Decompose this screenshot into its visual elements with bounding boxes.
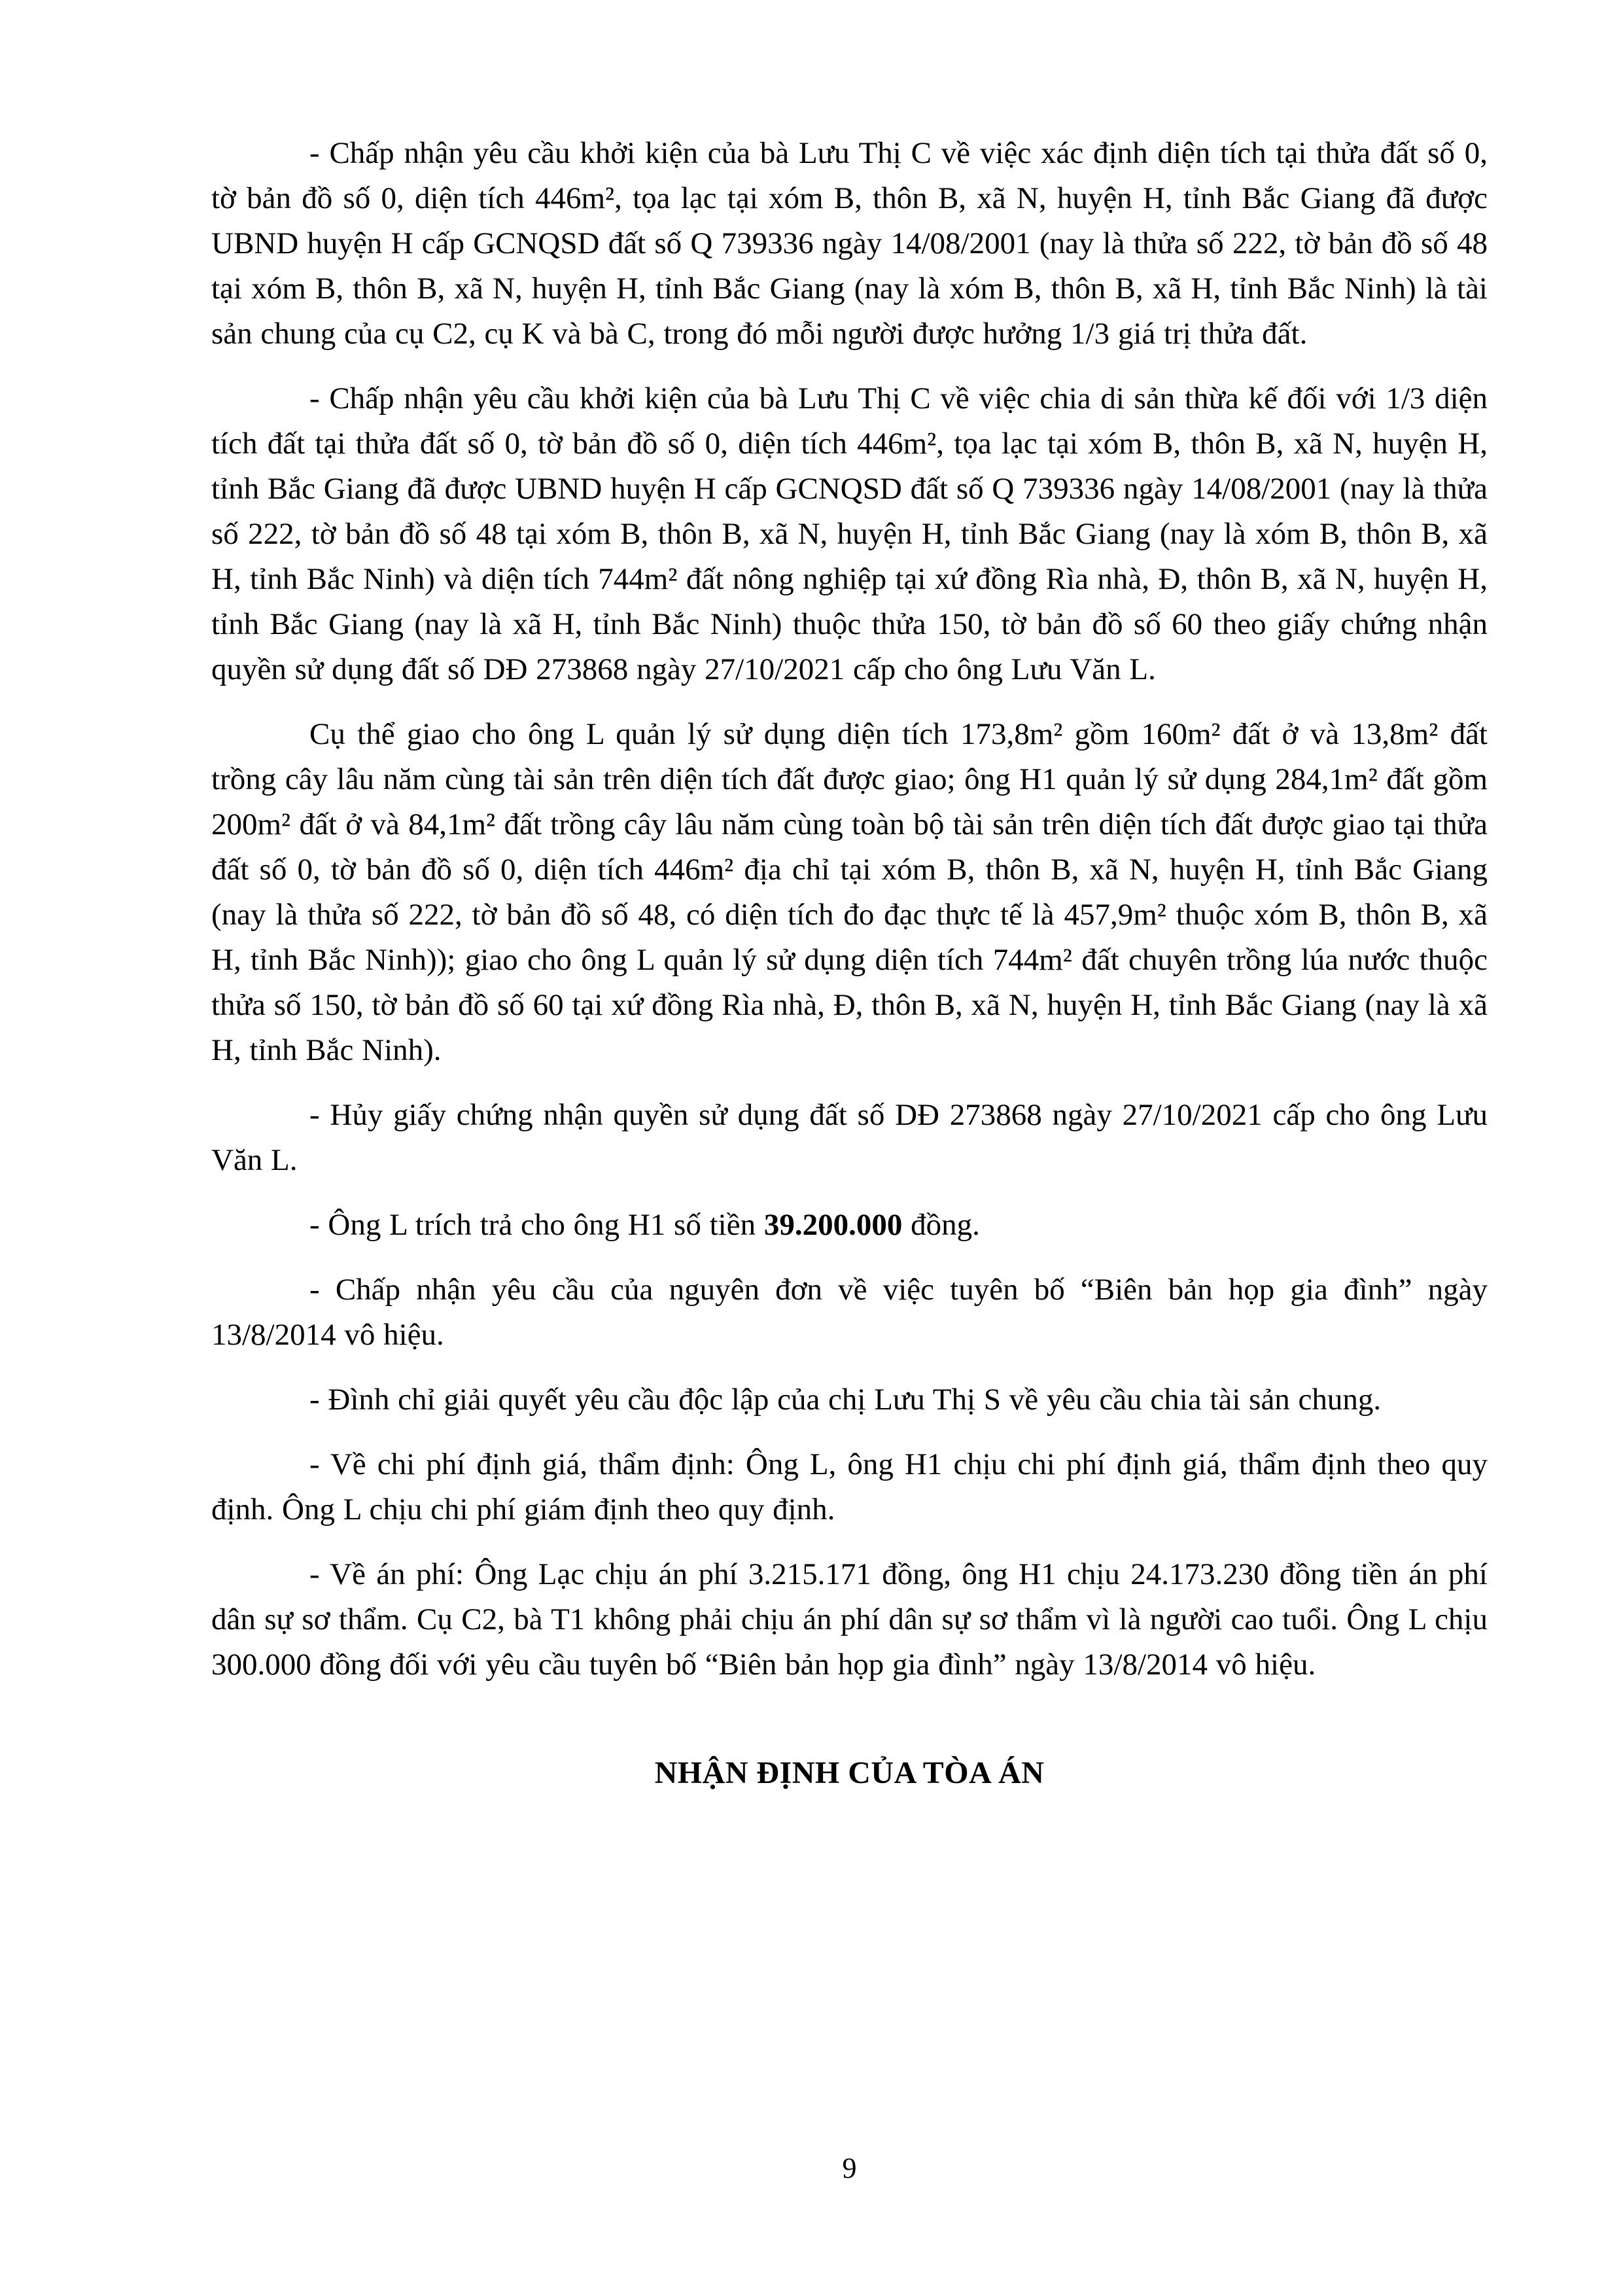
decision-paragraph-court-fees: - Về án phí: Ông Lạc chịu án phí 3.215.171 đồng, ông H1 chịu 24.173.230 đồng tiền án phí dân sự sơ thẩm. Cụ C2, bà T1 không phải chịu án phí dân sự sơ thẩm vì là người cao tuổi. Ông L chịu 300.000 đồng đối với yêu cầu tuyên bố “Biên bản họp gia đình” ngày 13/8/2014 vô hiệu. (211, 1557, 1488, 1682)
decision-paragraph-family-meeting-minutes: - Chấp nhận yêu cầu của nguyên đơn về việc tuyên bố “Biên bản họp gia đình” ngày 13/8/2014 vô hiệu. (211, 1273, 1488, 1352)
decision-paragraph-inheritance-division: - Chấp nhận yêu cầu khởi kiện của bà Lưu Thị C về việc chia di sản thừa kế đối với 1/3 diện tích đất tại thửa đất số 0, tờ bản đồ số 0, diện tích 446m², tọa lạc tại xóm B, thôn B, xã N, huyện H, tỉnh Bắc Giang đã được UBND huyện H cấp GCNQSD đất số Q 739336 ngày 14/08/2001 (nay là thửa số 222, tờ bản đồ số 48 tại xóm B, thôn B, xã N, huyện H, tỉnh Bắc Giang (nay là xóm B, thôn B, xã H, tỉnh Bắc Ninh) và diện tích 744m² đất nông nghiệp tại xứ đồng Rìa nhà, Đ, thôn B, xã N, huyện H, tỉnh Bắc Giang (nay là xã H, tỉnh Bắc Ninh) thuộc thửa 150, tờ bản đồ số 60 theo giấy chứng nhận quyền sử dụng đất số DĐ 273868 ngày 27/10/2021 cấp cho ông Lưu Văn L. (211, 381, 1488, 686)
decision-paragraph-certificate-cancellation: - Hủy giấy chứng nhận quyền sử dụng đất số DĐ 273868 ngày 27/10/2021 cấp cho ông Lưu Văn L. (211, 1098, 1488, 1177)
decision-paragraph-appraisal-costs: - Về chi phí định giá, thẩm định: Ông L, ông H1 chịu chi phí định giá, thẩm định theo quy định. Ông L chịu chi phí giám định theo quy định. (211, 1447, 1488, 1527)
section-heading-court-assessment: NHẬN ĐỊNH CỦA TÒA ÁN (654, 1756, 1045, 1790)
decision-paragraph-payment (211, 1203, 1488, 1248)
decision-paragraph-area-determination: - Chấp nhận yêu cầu khởi kiện của bà Lưu Thị C về việc xác định diện tích tại thửa đất số 0, tờ bản đồ số 0, diện tích 446m², tọa lạc tại xóm B, thôn B, xã N, huyện H, tỉnh Bắc Giang đã được UBND huyện H cấp GCNQSD đất số Q 739336 ngày 14/08/2001 (nay là thửa số 222, tờ bản đồ số 48 tại xóm B, thôn B, xã N, huyện H, tỉnh Bắc Giang (nay là xóm B, thôn B, xã H, tỉnh Bắc Ninh) là tài sản chung của cụ C2, cụ K và bà C, trong đó mỗi người được hưởng 1/3 giá trị thửa đất. (211, 136, 1488, 351)
decision-paragraph-suspension: - Đình chỉ giải quyết yêu cầu độc lập của chị Lưu Thị S về yêu cầu chia tài sản chung. (309, 1383, 1382, 1417)
decision-paragraph-land-allocation: Cụ thể giao cho ông L quản lý sử dụng diện tích 173,8m² gồm 160m² đất ở và 13,8m² đất trồng cây lâu năm cùng tài sản trên diện tích đất được giao; ông H1 quản lý sử dụng 284,1m² đất gồm 200m² đất ở và 84,1m² đất trồng cây lâu năm cùng toàn bộ tài sản trên diện tích đất được giao tại thửa đất số 0, tờ bản đồ số 0, diện tích 446m² địa chỉ tại xóm B, thôn B, xã N, huyện H, tỉnh Bắc Giang (nay là thửa số 222, tờ bản đồ số 48, có diện tích đo đạc thực tế là 457,9m² thuộc xóm B, thôn B, xã H, tỉnh Bắc Ninh)); giao cho ông L quản lý sử dụng diện tích 744m² đất chuyên trồng lúa nước thuộc thửa số 150, tờ bản đồ số 60 tại xứ đồng Rìa nhà, Đ, thôn B, xã N, huyện H, tỉnh Bắc Giang (nay là xã H, tỉnh Bắc Ninh). (211, 717, 1488, 1067)
payment-text-suffix: đồng. (902, 1208, 980, 1242)
decision-text-block (211, 131, 1488, 1795)
payment-amount: 39.200.000 (763, 1208, 903, 1242)
payment-text-prefix: - Ông L trích trả cho ông H1 số tiền (309, 1208, 764, 1242)
page-number: 9 (842, 2152, 857, 2184)
